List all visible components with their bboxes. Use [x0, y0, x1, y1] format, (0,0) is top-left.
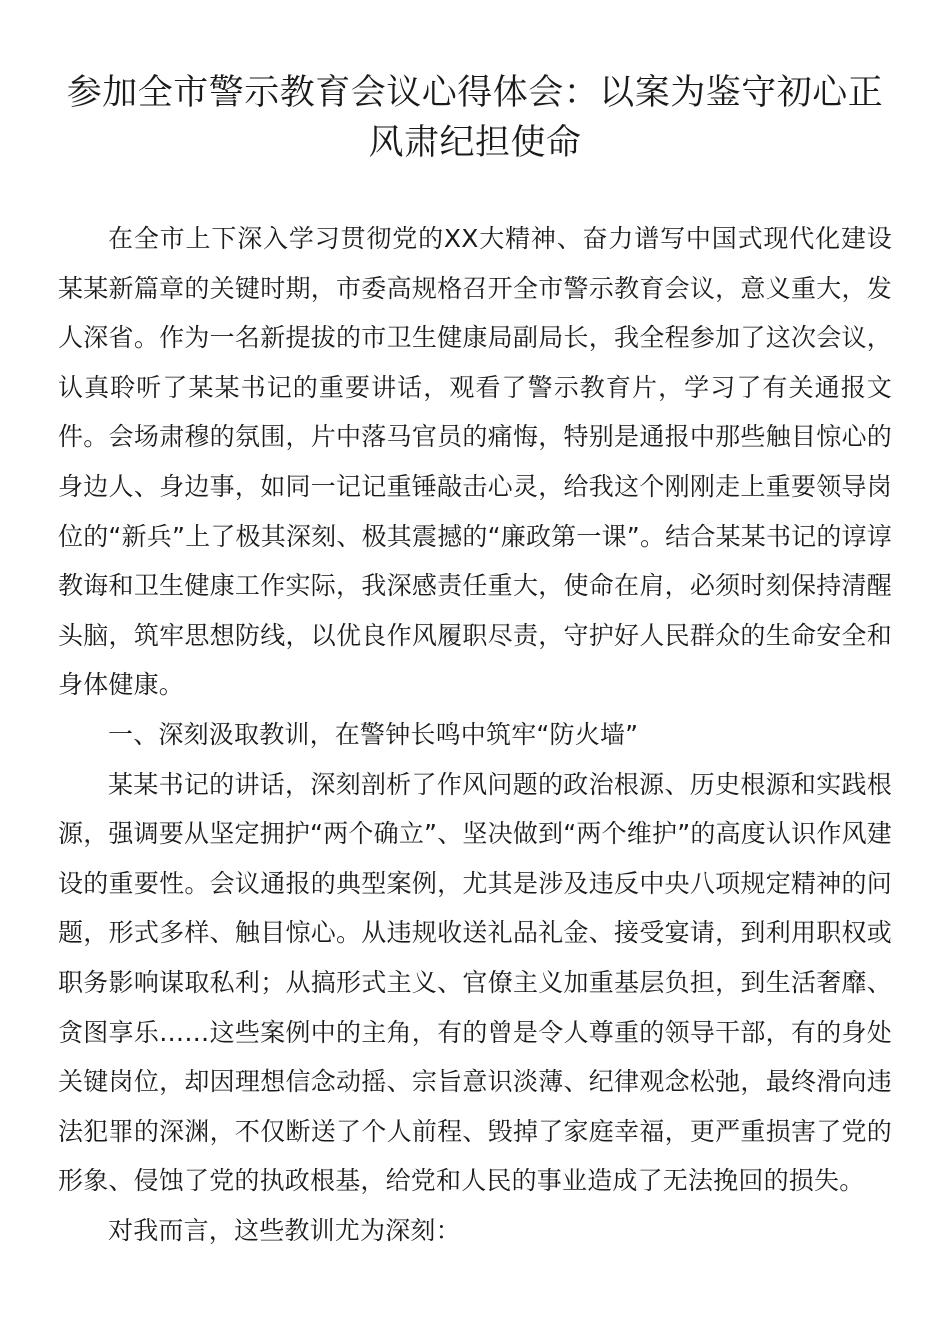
- section-1-paragraph: 某某书记的讲话，深刻剖析了作风问题的政治根源、历史根源和实践根源，强调要从坚定拥护“两个确立”、坚决做到“两个维护”的高度认识作风建设的重要性。会议通报的典型案例，尤其是涉及违反中央八项规定精神的问题，形式多样、触目惊心。从违规收送礼品礼金、接受宴请，到利用职权或职务影响谋取私利；从搞形式主义、官僚主义加重基层负担，到生活奢靡、贪图享乐……这些案例中的主角，有的曾是令人尊重的领导干部，有的身处关键岗位，却因理想信念动摇、宗旨意识淡薄、纪律观念松弛，最终滑向违法犯罪的深渊，不仅断送了个人前程、毁掉了家庭幸福，更严重损害了党的形象、侵蚀了党的执政根基，给党和人民的事业造成了无法挽回的损失。: [58, 769, 892, 1196]
- document-title: 参加全市警示教育会议心得体会：以案为鉴守初心正风肃纪担使命: [66, 73, 884, 163]
- section-1-lead-in: 对我而言，这些教训尤为深刻：: [108, 1215, 461, 1245]
- intro-paragraph: 在全市上下深入学习贯彻党的XX大精神、奋力谱写中国式现代化建设某某新篇章的关键时期，市委高规格召开全市警示教育会议，意义重大，发人深省。作为一名新提拔的市卫生健康局副局长，我全程参加了这次会议，认真聆听了某某书记的重要讲话，观看了警示教育片，学习了有关通报文件。会场肃穆的氛围，片中落马官员的痛悔，特别是通报中那些触目惊心的身边人、身边事，如同一记记重锤敲击心灵，给我这个刚刚走上重要领导岗位的“新兵”上了极其深刻、极其震撼的“廉政第一课”。结合某某书记的谆谆教诲和卫生健康工作实际，我深感责任重大，使命在肩，必须时刻保持清醒头脑，筑牢思想防线，以优良作风履职尽责，守护好人民群众的生命安全和身体健康。: [58, 224, 892, 700]
- document-body: [58, 214, 892, 1255]
- section-heading-1: 一、深刻汲取教训，在警钟长鸣中筑牢“防火墙”: [108, 719, 639, 749]
